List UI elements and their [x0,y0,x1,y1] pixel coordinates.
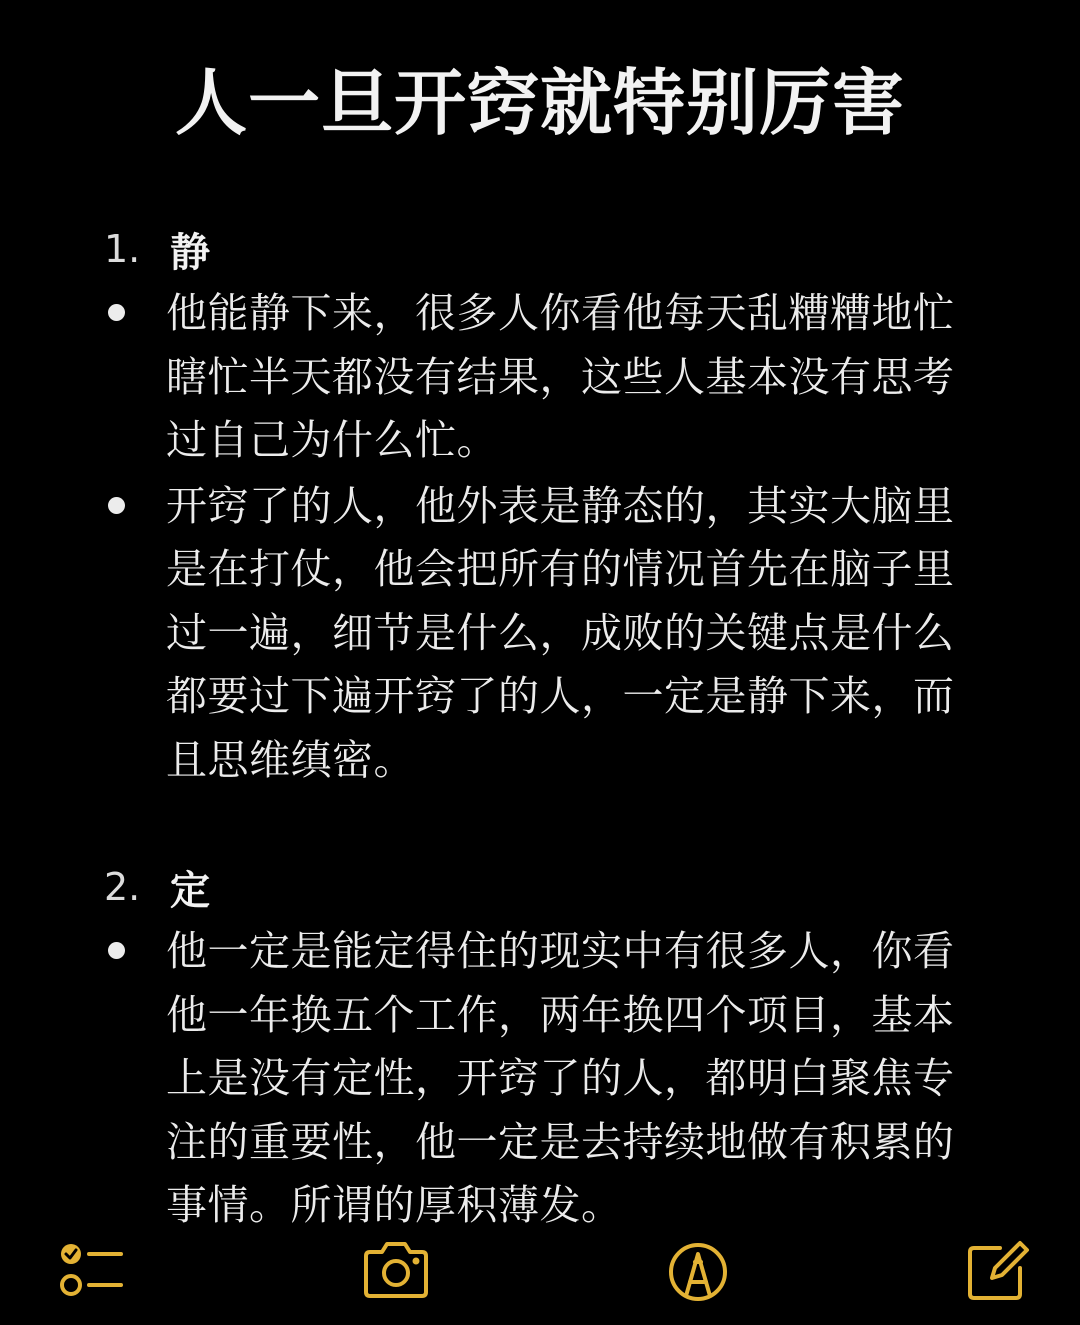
bullet-item [100,282,1000,473]
section-heading [100,856,1000,918]
bullet-item [100,475,1000,793]
bullet-text: 他一定是能定得住的现实中有很多人，你看他一年换五个工作，两年换四个项目，基本上是没有定性，开窍了的人，都明白聚焦专注的重要性，他一定是去持续地做有积累的事情。所谓的厚积薄发。 [166,927,955,1229]
bullet-dot [100,920,166,1238]
checklist-icon [55,1234,131,1310]
note-body[interactable] [100,218,1000,1238]
bullet-dot [100,475,166,793]
section-heading-text: 静 [170,229,210,276]
bottom-toolbar [0,1230,1080,1310]
section-number: 1. [104,227,141,271]
bullet-text: 开窍了的人，他外表是静态的，其实大脑里是在打仗，他会把所有的情况首先在脑子里过一遍，细节是什么，成败的关键点是什么都要过下遍开窍了的人，一定是静下来，而且思维缜密。 [166,481,955,784]
note-title: 人一旦开窍就特别厉害 [174,61,905,145]
markup-pen-icon [660,1234,736,1310]
note-section-1 [100,218,1000,792]
compose-icon [960,1234,1036,1310]
note-section-2 [100,856,1000,1238]
bullet-text: 他能静下来，很多人你看他每天乱糟糟地忙瞎忙半天都没有结果，这些人基本没有思考过自己为什么忙。 [166,289,955,464]
section-spacer [100,792,1000,856]
section-heading [100,218,1000,280]
camera-button[interactable] [358,1234,434,1310]
markup-button[interactable] [660,1234,736,1310]
camera-icon [358,1234,434,1310]
section-number: 2. [104,865,141,909]
section-heading-text: 定 [170,867,210,914]
bullet-dot [100,282,166,473]
bullet-item [100,920,1000,1238]
checklist-button[interactable] [55,1234,131,1310]
compose-button[interactable] [960,1234,1036,1310]
